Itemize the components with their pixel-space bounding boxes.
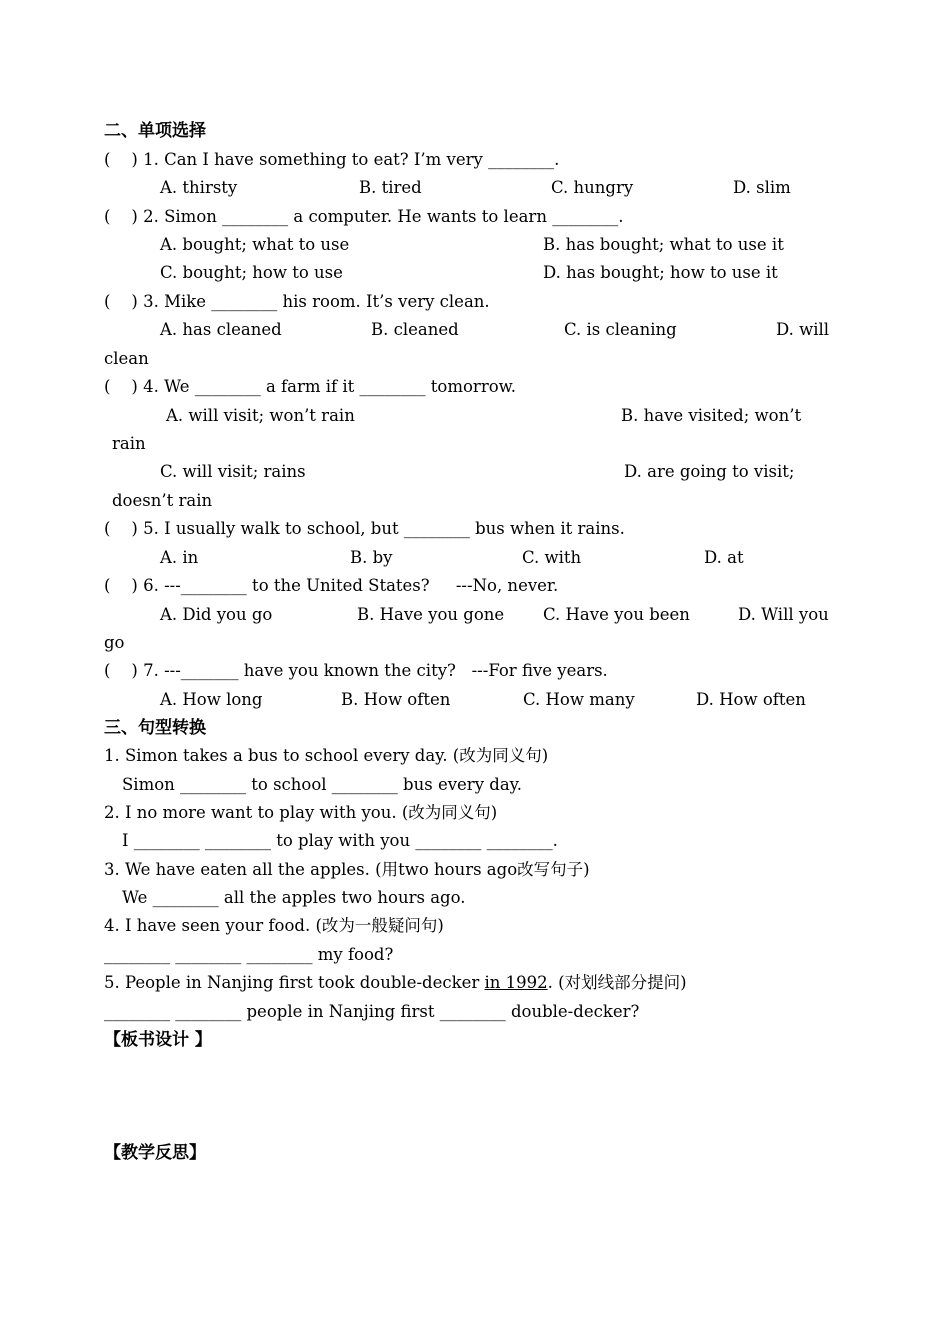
question-7-option-b: B. How often: [341, 690, 451, 709]
question-2-option-b: B. has bought; what to use it: [543, 235, 784, 254]
teaching-reflection-heading: 【教学反思】: [104, 1143, 206, 1163]
question-4-option-b: B. have visited; won’t: [621, 406, 802, 425]
question-3-option-c: C. is cleaning: [564, 320, 677, 339]
section-heading-sentence-transformation: 三、句型转换: [104, 718, 206, 738]
question-3-option-a: A. has cleaned: [160, 320, 282, 339]
question-2-stem: ( ) 2. Simon ________ a computer. He wants to learn ________.: [104, 207, 624, 226]
question-4-option-a: A. will visit; won’t rain: [166, 406, 355, 425]
transformation-4-question: 4. I have seen your food. (改为一般疑问句): [104, 916, 444, 935]
question-1-option-a: A. thirsty: [160, 178, 238, 197]
transformation-1-answer: Simon ________ to school ________ bus every day.: [122, 775, 523, 794]
transformation-3-question: 3. We have eaten all the apples. (用two hours ago改写句子): [104, 860, 590, 879]
question-5-option-a: A. in: [160, 548, 199, 567]
question-7-option-a: A. How long: [160, 690, 263, 709]
question-2-option-a: A. bought; what to use: [160, 235, 350, 254]
transformation-5-question-start: 5. People in Nanjing first took double-decker: [104, 973, 485, 992]
question-4-option-c: C. will visit; rains: [160, 462, 306, 481]
question-1-option-b: B. tired: [359, 178, 422, 197]
transformation-5-underlined-part: in 1992: [484, 973, 548, 992]
question-7-stem: ( ) 7. ---_______ have you known the city? ---For five years.: [104, 661, 608, 680]
transformation-2-answer: I ________ ________ to play with you ________ ________.: [122, 831, 558, 850]
question-1-option-c: C. hungry: [551, 178, 634, 197]
question-3-stem: ( ) 3. Mike ________ his room. It’s very clean.: [104, 292, 490, 311]
question-6-stem: ( ) 6. ---________ to the United States? ---No, never.: [104, 576, 559, 595]
question-4-option-d-continued: doesn’t rain: [112, 491, 213, 510]
question-5-option-b: B. by: [350, 548, 393, 567]
question-6-option-b: B. Have you gone: [357, 605, 505, 624]
transformation-3-answer: We ________ all the apples two hours ago.: [122, 888, 466, 907]
question-6-option-d: D. Will you: [738, 605, 829, 624]
question-6-option-a: A. Did you go: [160, 605, 273, 624]
question-1-option-d: D. slim: [733, 178, 791, 197]
question-1-stem: ( ) 1. Can I have something to eat? I’m very ________.: [104, 150, 560, 169]
transformation-5-question: [104, 972, 687, 994]
question-2-option-c: C. bought; how to use: [160, 263, 343, 282]
question-5-stem: ( ) 5. I usually walk to school, but ________ bus when it rains.: [104, 519, 625, 538]
question-5-option-c: C. with: [522, 548, 582, 567]
question-3-option-d-continued: clean: [104, 349, 149, 368]
question-6-option-d-continued: go: [104, 633, 125, 652]
question-3-option-d: D. will: [776, 320, 830, 339]
question-5-option-d: D. at: [704, 548, 744, 567]
transformation-2-question: 2. I no more want to play with you. (改为同义句): [104, 803, 498, 822]
question-6-option-c: C. Have you been: [543, 605, 690, 624]
transformation-5-answer: ________ ________ people in Nanjing first ________ double-decker?: [104, 1002, 640, 1021]
question-4-option-b-continued: rain: [112, 434, 146, 453]
question-4-option-d: D. are going to visit;: [624, 462, 795, 481]
question-2-option-d: D. has bought; how to use it: [543, 263, 778, 282]
question-7-option-d: D. How often: [696, 690, 806, 709]
transformation-5-question-end: . (对划线部分提问): [547, 973, 687, 992]
board-design-heading: 【板书设计 】: [104, 1030, 212, 1050]
question-3-option-b: B. cleaned: [371, 320, 459, 339]
transformation-1-question: 1. Simon takes a bus to school every day. (改为同义句): [104, 746, 549, 765]
section-heading-multiple-choice: 二、单项选择: [104, 121, 206, 141]
transformation-4-answer: ________ ________ ________ my food?: [104, 945, 394, 964]
question-4-stem: ( ) 4. We ________ a farm if it ________ tomorrow.: [104, 377, 517, 396]
question-7-option-c: C. How many: [523, 690, 635, 709]
